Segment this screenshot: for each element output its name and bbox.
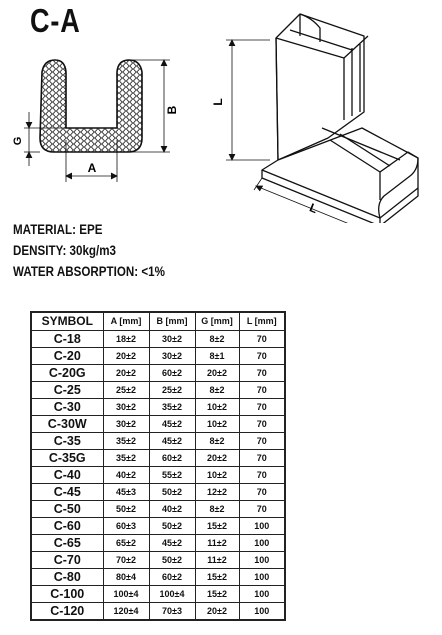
cell-g: 11±2	[195, 535, 239, 552]
cell-a: 70±2	[103, 552, 149, 569]
cell-l: 70	[239, 348, 285, 365]
cell-a: 25±2	[103, 382, 149, 399]
dimension-l-bottom-label: L	[307, 200, 320, 217]
cell-symbol: C-30W	[31, 416, 103, 433]
cell-l: 70	[239, 484, 285, 501]
cell-b: 45±2	[149, 433, 195, 450]
cell-b: 35±2	[149, 399, 195, 416]
cell-symbol: C-40	[31, 467, 103, 484]
cell-l: 70	[239, 382, 285, 399]
table-row	[31, 399, 285, 416]
cell-b: 60±2	[149, 450, 195, 467]
table-row	[31, 501, 285, 518]
cell-symbol: C-60	[31, 518, 103, 535]
cell-l: 100	[239, 569, 285, 586]
cell-b: 40±2	[149, 501, 195, 518]
cell-l: 100	[239, 518, 285, 535]
cell-b: 100±4	[149, 586, 195, 603]
cell-symbol: C-70	[31, 552, 103, 569]
cell-symbol: C-80	[31, 569, 103, 586]
table-row	[31, 535, 285, 552]
cell-b: 50±2	[149, 484, 195, 501]
cell-g: 10±2	[195, 467, 239, 484]
cell-a: 45±3	[103, 484, 149, 501]
cell-b: 60±2	[149, 365, 195, 382]
table-row	[31, 586, 285, 603]
isometric-view-drawing	[210, 8, 435, 223]
cell-a: 100±4	[103, 586, 149, 603]
cell-symbol: C-25	[31, 382, 103, 399]
cell-a: 80±4	[103, 569, 149, 586]
cell-b: 45±2	[149, 416, 195, 433]
table-row	[31, 348, 285, 365]
table-row	[31, 552, 285, 569]
table-row	[31, 484, 285, 501]
table-row	[31, 467, 285, 484]
cell-a: 35±2	[103, 450, 149, 467]
cell-g: 11±2	[195, 552, 239, 569]
density-property: DENSITY: 30kg/m3	[13, 243, 117, 258]
u-profile-shape	[40, 60, 142, 152]
table-row	[31, 518, 285, 535]
cell-a: 20±2	[103, 348, 149, 365]
cell-a: 30±2	[103, 416, 149, 433]
cell-symbol: C-35G	[31, 450, 103, 467]
cell-l: 70	[239, 450, 285, 467]
cell-symbol: C-18	[31, 331, 103, 348]
cell-g: 15±2	[195, 586, 239, 603]
dimension-g-label: G	[12, 136, 24, 146]
cell-symbol: C-30	[31, 399, 103, 416]
table-row	[31, 365, 285, 382]
cell-a: 40±2	[103, 467, 149, 484]
cell-g: 8±2	[195, 331, 239, 348]
cell-symbol: C-20	[31, 348, 103, 365]
cell-b: 55±2	[149, 467, 195, 484]
cell-l: 70	[239, 365, 285, 382]
cell-b: 60±2	[149, 569, 195, 586]
water-absorption-property: WATER ABSORPTION: <1%	[13, 264, 165, 279]
cell-b: 25±2	[149, 382, 195, 399]
cell-g: 8±2	[195, 433, 239, 450]
cell-l: 70	[239, 399, 285, 416]
cell-b: 30±2	[149, 331, 195, 348]
cell-a: 65±2	[103, 535, 149, 552]
cell-l: 70	[239, 433, 285, 450]
cell-l: 70	[239, 467, 285, 484]
cell-b: 45±2	[149, 535, 195, 552]
cell-g: 8±2	[195, 501, 239, 518]
cell-b: 50±2	[149, 518, 195, 535]
table-row	[31, 433, 285, 450]
cell-l: 100	[239, 586, 285, 603]
cell-g: 15±2	[195, 518, 239, 535]
cell-l: 70	[239, 331, 285, 348]
dimension-a-label: A	[87, 161, 97, 175]
cell-a: 35±2	[103, 433, 149, 450]
cell-l: 70	[239, 416, 285, 433]
page-title: C-A	[30, 2, 81, 39]
cell-a: 120±4	[103, 603, 149, 621]
cell-b: 50±2	[149, 552, 195, 569]
material-property: MATERIAL: EPE	[13, 222, 103, 237]
dimension-l-vertical-label: L	[211, 98, 225, 106]
cell-a: 18±2	[103, 331, 149, 348]
header-l: L [mm]	[239, 312, 285, 331]
table-header-row	[31, 312, 285, 331]
table-row	[31, 569, 285, 586]
material-properties	[13, 219, 190, 282]
profile-cross-section-drawing	[0, 40, 200, 190]
cell-symbol: C-120	[31, 603, 103, 621]
cell-g: 15±2	[195, 569, 239, 586]
cell-a: 30±2	[103, 399, 149, 416]
cell-symbol: C-45	[31, 484, 103, 501]
header-g: G [mm]	[195, 312, 239, 331]
cell-symbol: C-35	[31, 433, 103, 450]
cell-g: 10±2	[195, 416, 239, 433]
dimension-b-label: B	[165, 105, 179, 115]
dimensions-table	[30, 311, 286, 621]
cell-symbol: C-50	[31, 501, 103, 518]
header-a: A [mm]	[103, 312, 149, 331]
cell-symbol: C-100	[31, 586, 103, 603]
cell-a: 50±2	[103, 501, 149, 518]
cell-l: 70	[239, 501, 285, 518]
cell-g: 8±2	[195, 382, 239, 399]
cell-symbol: C-20G	[31, 365, 103, 382]
cell-l: 100	[239, 535, 285, 552]
dimension-l-vertical	[226, 40, 270, 160]
cell-l: 100	[239, 603, 285, 621]
cell-a: 60±3	[103, 518, 149, 535]
cell-g: 20±2	[195, 603, 239, 621]
cell-g: 8±1	[195, 348, 239, 365]
cell-g: 12±2	[195, 484, 239, 501]
table-row	[31, 416, 285, 433]
cell-symbol: C-65	[31, 535, 103, 552]
table-row	[31, 450, 285, 467]
cell-l: 100	[239, 552, 285, 569]
header-b: B [mm]	[149, 312, 195, 331]
cell-a: 20±2	[103, 365, 149, 382]
cell-g: 10±2	[195, 399, 239, 416]
table-row	[31, 382, 285, 399]
cell-g: 20±2	[195, 450, 239, 467]
cell-b: 30±2	[149, 348, 195, 365]
header-symbol: SYMBOL	[31, 312, 103, 331]
table-row	[31, 603, 285, 621]
cell-g: 20±2	[195, 365, 239, 382]
cell-b: 70±3	[149, 603, 195, 621]
table-row	[31, 331, 285, 348]
